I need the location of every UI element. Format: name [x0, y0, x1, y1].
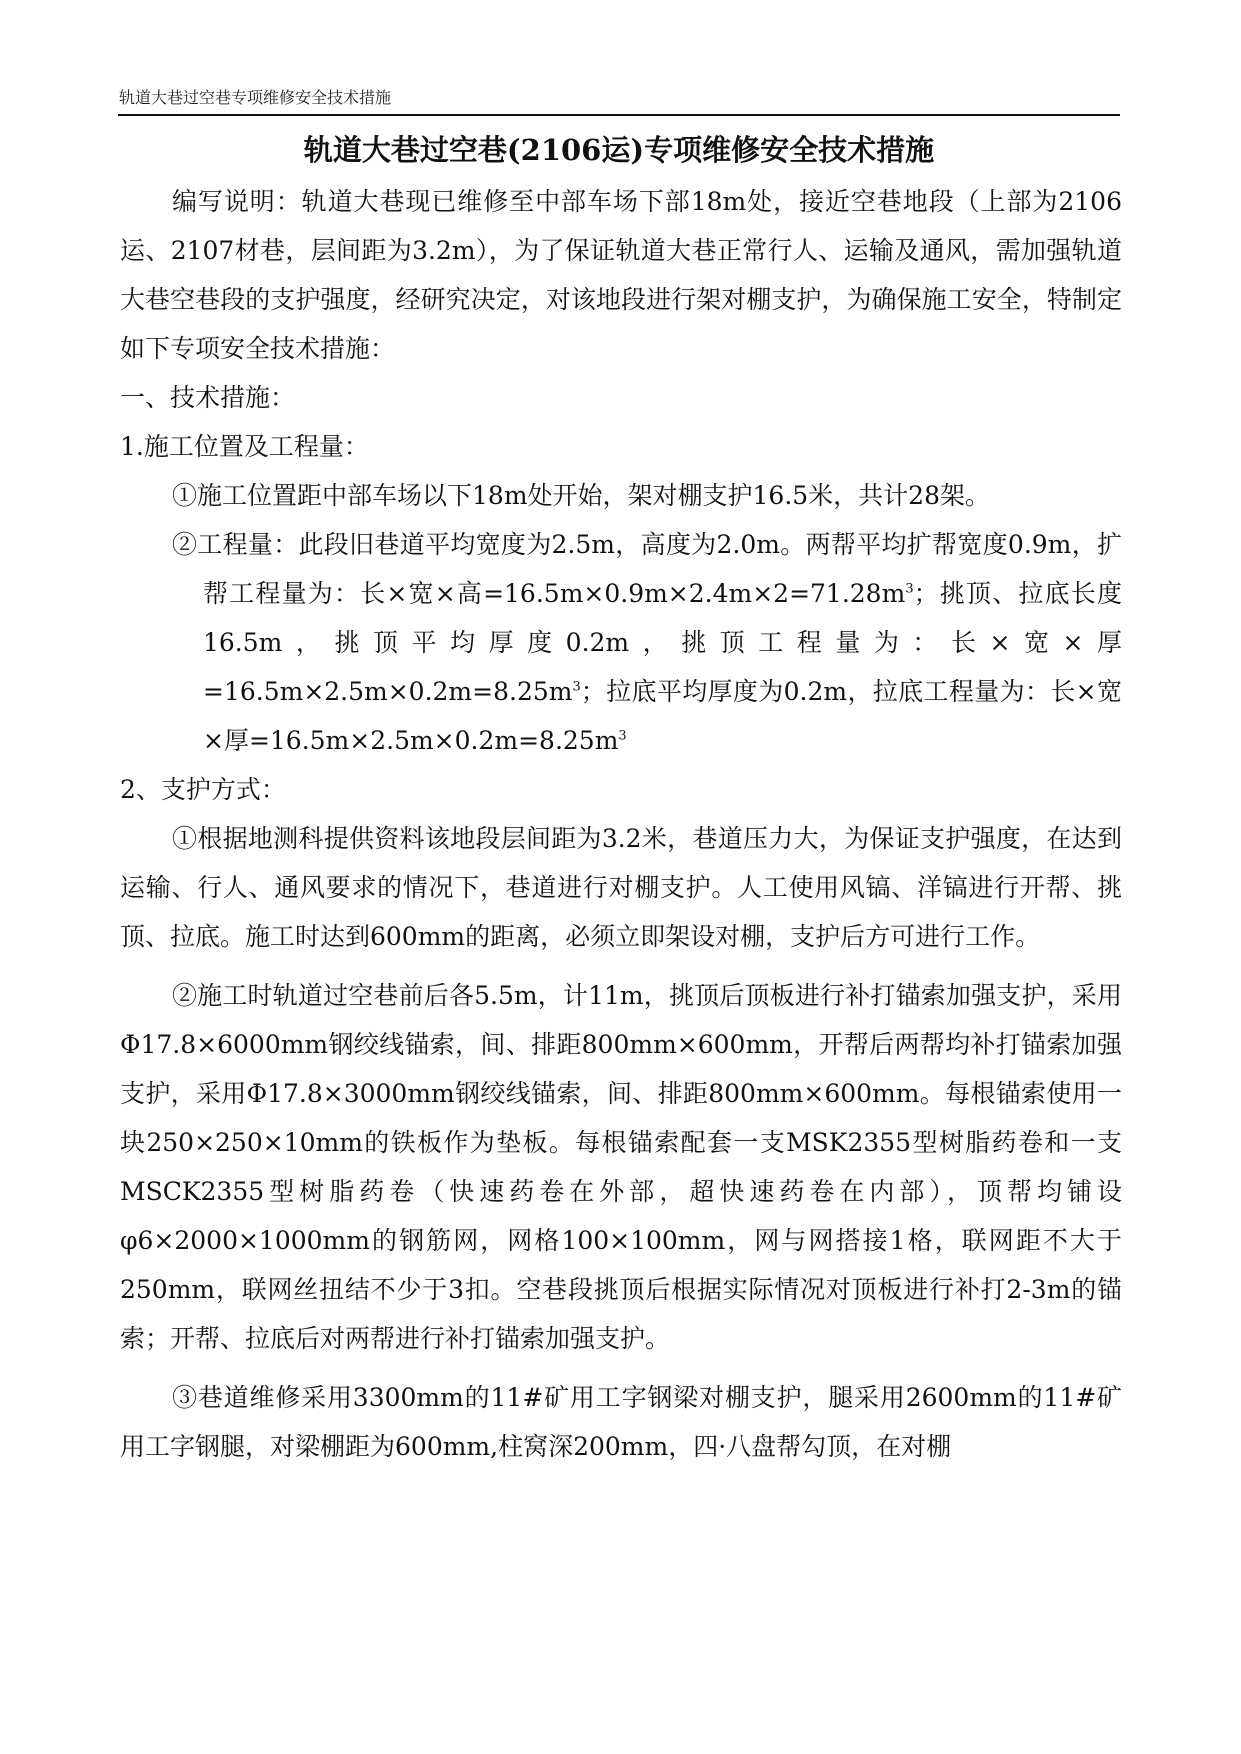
header-divider	[118, 114, 1120, 116]
work-quantity-text-widening: ②工程量：此段旧巷道平均宽度为2.5m，高度为2.0m。两帮平均扩帮宽度0.9m，扩帮工程量为：长×宽×高=16.5m×0.9m×2.4m×2=71.28m	[172, 530, 1122, 608]
support-paragraph-2: ②施工时轨道过空巷前后各5.5m，计11m，挑顶后顶板进行补打锚索加强支护，采用Φ17.8×6000mm钢绞线锚索，间、排距800mm×600mm，开帮后两帮均补打锚索加强支护，采用Φ17.8×3000mm钢绞线锚索，间、排距800mm×600mm。每根锚索使用一块250×250×10mm的铁板作为垫板。每根锚索配套一支MSK2355型树脂药卷和一支MSCK2355型树脂药卷（快速药卷在外部，超快速药卷在内部），顶帮均铺设φ6×2000×1000mm的钢筋网，网格100×100mm，网与网搭接1格，联网距不大于250mm，联网丝扭结不少于3扣。空巷段挑顶后根据实际情况对顶板进行补打2-3m的锚索；开帮、拉底后对两帮进行补打锚索加强支护。	[120, 981, 1122, 1353]
running-header: 轨道大巷过空巷专项维修安全技术措施	[119, 88, 392, 107]
cubic-unit-superscript: 3	[618, 728, 627, 744]
work-quantity-text-roof: ；挑顶、拉底长度16.5m，挑顶平均厚度0.2m，挑顶工程量为：长×宽×厚=16.5m×2.5m×0.2m=8.25m	[203, 579, 1122, 706]
document-title: 轨道大巷过空巷(2106运)专项维修安全技术措施	[303, 133, 935, 167]
cubic-unit-superscript: 3	[905, 581, 914, 597]
construction-location-item: ①施工位置距中部车场以下18m处开始，架对棚支护16.5米，共计28架。	[172, 481, 990, 510]
subsection-heading-support-method: 2、支护方式：	[120, 775, 286, 804]
section-heading-technical-measures: 一、技术措施：	[120, 383, 296, 412]
support-paragraph-1: ①根据地测科提供资料该地段层间距为3.2米，巷道压力大，为保证支护强度，在达到运输、行人、通风要求的情况下，巷道进行对棚支护。人工使用风镐、洋镐进行开帮、挑顶、拉底。施工时达到600mm的距离，必须立即架设对棚，支护后方可进行工作。	[120, 824, 1122, 951]
support-paragraph-3: ③巷道维修采用3300mm的11#矿用工字钢梁对棚支护，腿采用2600mm的11#矿用工字钢腿，对梁棚距为600mm,柱窝深200mm，四·八盘帮勾顶，在对棚	[120, 1383, 1122, 1461]
subsection-heading-location-and-quantities: 1.施工位置及工程量：	[120, 432, 369, 461]
work-quantity-item	[120, 520, 1122, 765]
intro-paragraph: 编写说明：轨道大巷现已维修至中部车场下部18m处，接近空巷地段（上部为2106运、2107材巷，层间距为3.2m），为了保证轨道大巷正常行人、运输及通风，需加强轨道大巷空巷段的支护强度，经研究决定，对该地段进行架对棚支护，为确保施工安全，特制定如下专项安全技术措施：	[120, 187, 1122, 363]
work-quantity-text-floor: ；拉底平均厚度为0.2m，拉底工程量为：长×宽×厚=16.5m×2.5m×0.2m=8.25m	[203, 677, 1122, 755]
document-body	[120, 177, 1122, 1471]
cubic-unit-superscript: 3	[572, 679, 581, 695]
